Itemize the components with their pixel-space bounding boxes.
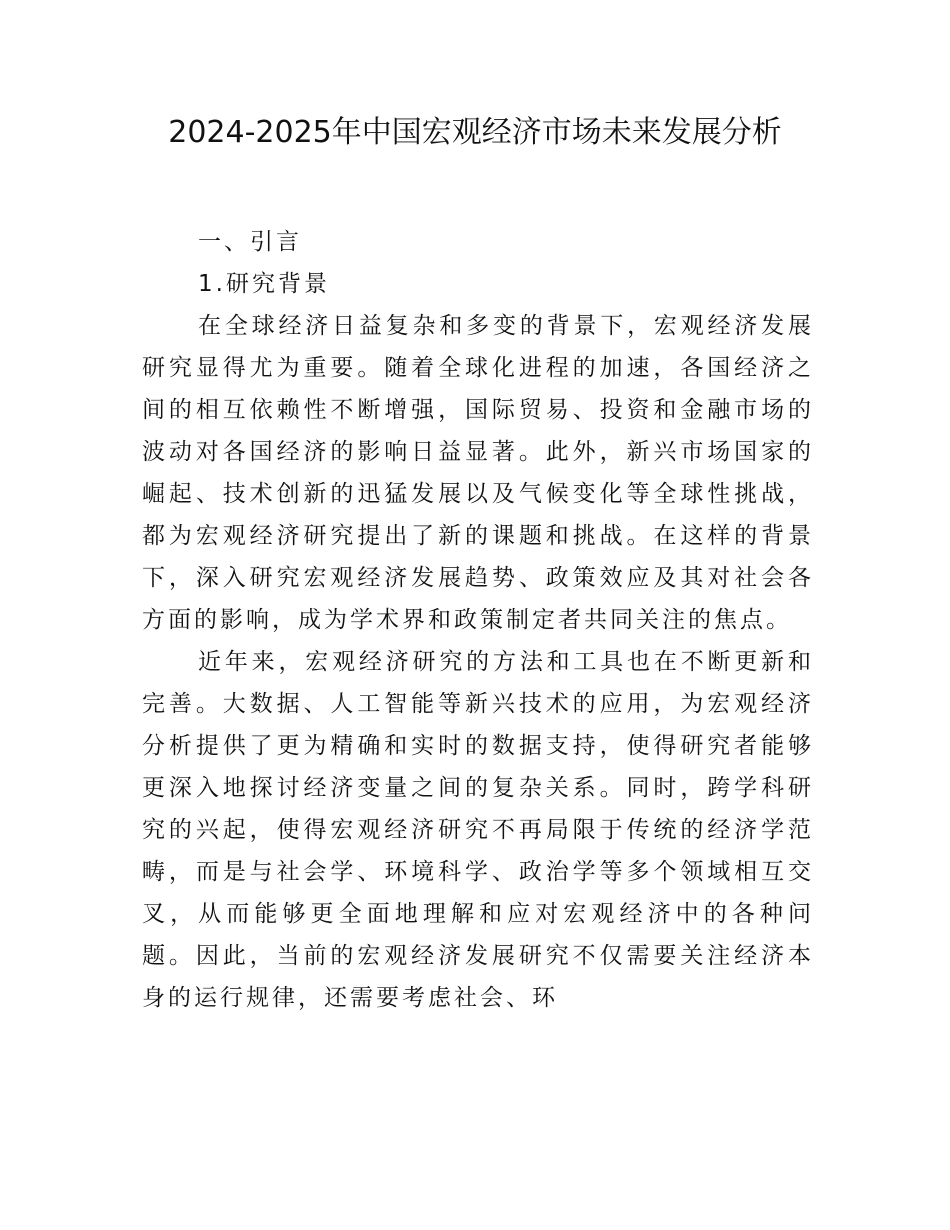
paragraph-1: 在全球经济日益复杂和多变的背景下，宏观经济发展研究显得尤为重要。随着全球化进程的加速，各国经济之间的相互依赖性不断增强，国际贸易、投资和金融市场的波动对各国经济的影响日益显著。此外，新兴市场国家的崛起、技术创新的迅猛发展以及气候变化等全球性挑战，都为宏观经济研究提出了新的课题和挑战。在这样的背景下，深入研究宏观经济发展趋势、政策效应及其对社会各方面的影响，成为学术界和政策制定者共同关注的焦点。 <box>142 313 814 633</box>
section-heading: 一、引言 <box>198 229 302 255</box>
subsection-heading: 1.研究背景 <box>198 271 330 297</box>
document-body <box>142 221 814 1019</box>
paragraph-2: 近年来，宏观经济研究的方法和工具也在不断更新和完善。大数据、人工智能等新兴技术的应用，为宏观经济分析提供了更为精确和实时的数据支持，使得研究者能够更深入地探讨经济变量之间的复杂关系。同时，跨学科研究的兴起，使得宏观经济研究不再局限于传统的经济学范畴，而是与社会学、环境科学、政治学等多个领域相互交叉，从而能够更全面地理解和应对宏观经济中的各种问题。因此，当前的宏观经济发展研究不仅需要关注经济本身的运行规律，还需要考虑社会、环 <box>142 649 814 1011</box>
document-title: 2024-2025年中国宏观经济市场未来发展分析 <box>168 115 782 150</box>
